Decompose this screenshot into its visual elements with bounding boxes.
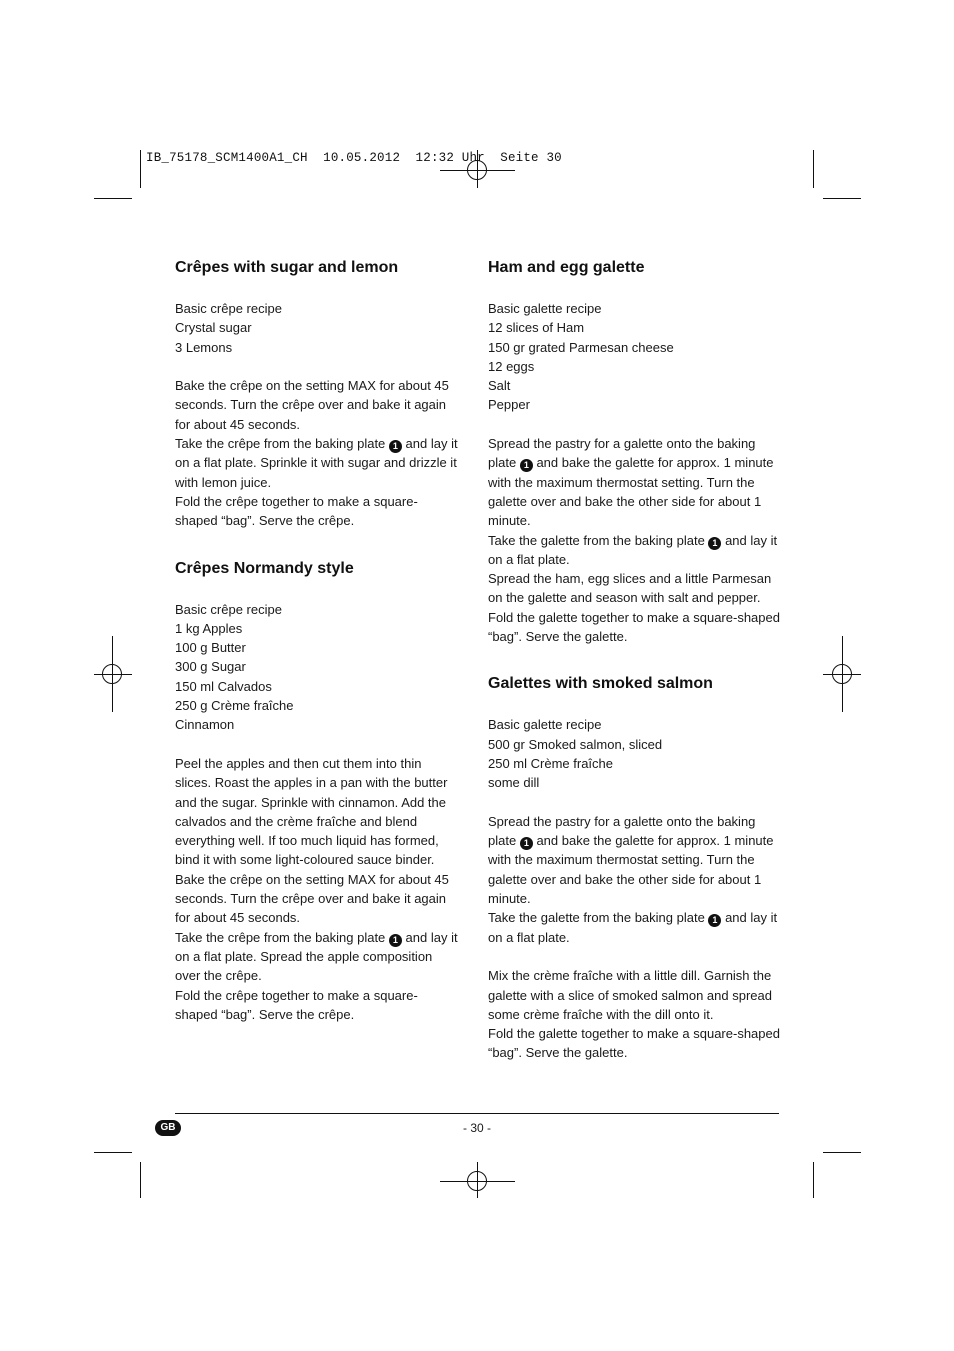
ingredient: 12 slices of Ham — [488, 320, 585, 336]
instruction: Fold the crêpe together to make a square-shaped “bag”. Serve the crêpe. — [175, 987, 418, 1022]
ingredient: 12 eggs — [488, 358, 535, 374]
ingredient: Basic crêpe recipe — [175, 301, 282, 316]
instruction: Fold the galette together to make a square-shaped “bag”. Serve the galette. — [488, 1026, 780, 1061]
ingredient: 250 g Crème fraîche — [175, 698, 294, 714]
print-slug: IB_75178_SCM1400A1_CH 10.05.2012 12:32 Uhr Seite 30 — [146, 151, 562, 165]
section-title: Crêpes with sugar and lemon — [175, 259, 399, 276]
instruction: Mix the crème fraîche with a little dill. Garnish the galette with a slice of smoked salmon and spread some crème fraîche with the dill onto it. — [488, 968, 772, 1022]
ingredient: 250 ml Crème fraîche — [488, 755, 613, 771]
ingredient: Basic galette recipe — [488, 717, 602, 733]
ingredient-list — [175, 299, 460, 357]
footer-rule — [175, 1113, 779, 1114]
ingredient-list — [488, 715, 783, 792]
instruction: Fold the galette together to make a square-shaped “bag”. Serve the galette. — [488, 609, 780, 645]
part-number-icon: 1 — [708, 914, 721, 927]
instruction: Spread the ham, egg slices and a little Parmesan on the galette and season with salt and pepper. — [488, 571, 772, 606]
ingredient: 1 kg Apples — [175, 620, 243, 636]
ingredient: Salt — [488, 378, 511, 394]
instruction: Peel the apples and then cut them into thin slices. Roast the apples in a pan with the butter and the sugar. Sprinkle with cinnamon. Add the calvados and the crème fraîche and blend everything well. If too much liquid has formed, bind it with some light-coloured sauce binder. Bake the crêpe on the setting MAX for about 45 seconds. Turn the crêpe over and bake it again for about 45 seconds. — [175, 755, 449, 926]
ingredient: some dill — [488, 775, 540, 791]
ingredient: 300 g Sugar — [175, 659, 246, 675]
ingredient: Crystal sugar — [175, 320, 252, 336]
part-number-icon: 1 — [389, 440, 402, 453]
instruction: Bake the crêpe on the setting MAX for about 45 seconds. Turn the crêpe over and bake it again for about 45 seconds. — [175, 378, 449, 432]
left-column — [175, 258, 460, 1024]
part-number-icon: 1 — [708, 537, 721, 550]
part-number-icon: 1 — [520, 837, 533, 850]
instruction: Take the galette from the baking plate 1 and lay it on a flat plate. — [488, 910, 778, 945]
ingredient: Cinnamon — [175, 717, 235, 733]
section-title: Galettes with smoked salmon — [488, 675, 713, 693]
language-badge: GB — [155, 1120, 181, 1136]
page-number: - 30 - — [462, 1121, 491, 1135]
ingredient: 3 Lemons — [175, 339, 233, 355]
section-title: Ham and egg galette — [488, 259, 645, 276]
ingredient: 150 gr grated Parmesan cheese — [488, 339, 674, 355]
ingredient: Pepper — [488, 397, 530, 413]
section-title: Crêpes Normandy style — [175, 559, 354, 577]
instruction: Take the crêpe from the baking plate 1 and lay it on a flat plate. Spread the apple composition over the crêpe. — [175, 929, 458, 984]
part-number-icon: 1 — [389, 934, 402, 947]
right-column — [488, 258, 783, 1063]
ingredient: 100 g Butter — [175, 640, 246, 656]
ingredient: Basic crêpe recipe — [175, 601, 282, 617]
ingredient: 500 gr Smoked salmon, sliced — [488, 736, 663, 752]
ingredient-list — [488, 299, 783, 415]
part-number-icon: 1 — [520, 459, 533, 472]
instruction: Take the crêpe from the baking plate 1 and lay it on a flat plate. Sprinkle it with sugar and drizzle it with lemon juice. — [175, 436, 458, 490]
instruction: Take the galette from the baking plate 1 and lay it on a flat plate. — [488, 532, 778, 567]
instruction: Spread the pastry for a galette onto the baking plate 1 and bake the galette for approx. 1 minute with the maximum thermostat setting. Turn the galette over and bake the other side for about 1 minute. — [488, 436, 774, 529]
instruction: Spread the pastry for a galette onto the baking plate 1 and bake the galette for approx. 1 minute with the maximum thermostat setting. Turn the galette over and bake the other side for about 1 minute. — [488, 813, 774, 907]
ingredient: 150 ml Calvados — [175, 678, 272, 694]
ingredient-list — [175, 600, 460, 735]
ingredient: Basic galette recipe — [488, 301, 602, 316]
instruction: Fold the crêpe together to make a square-shaped “bag”. Serve the crêpe. — [175, 493, 418, 529]
